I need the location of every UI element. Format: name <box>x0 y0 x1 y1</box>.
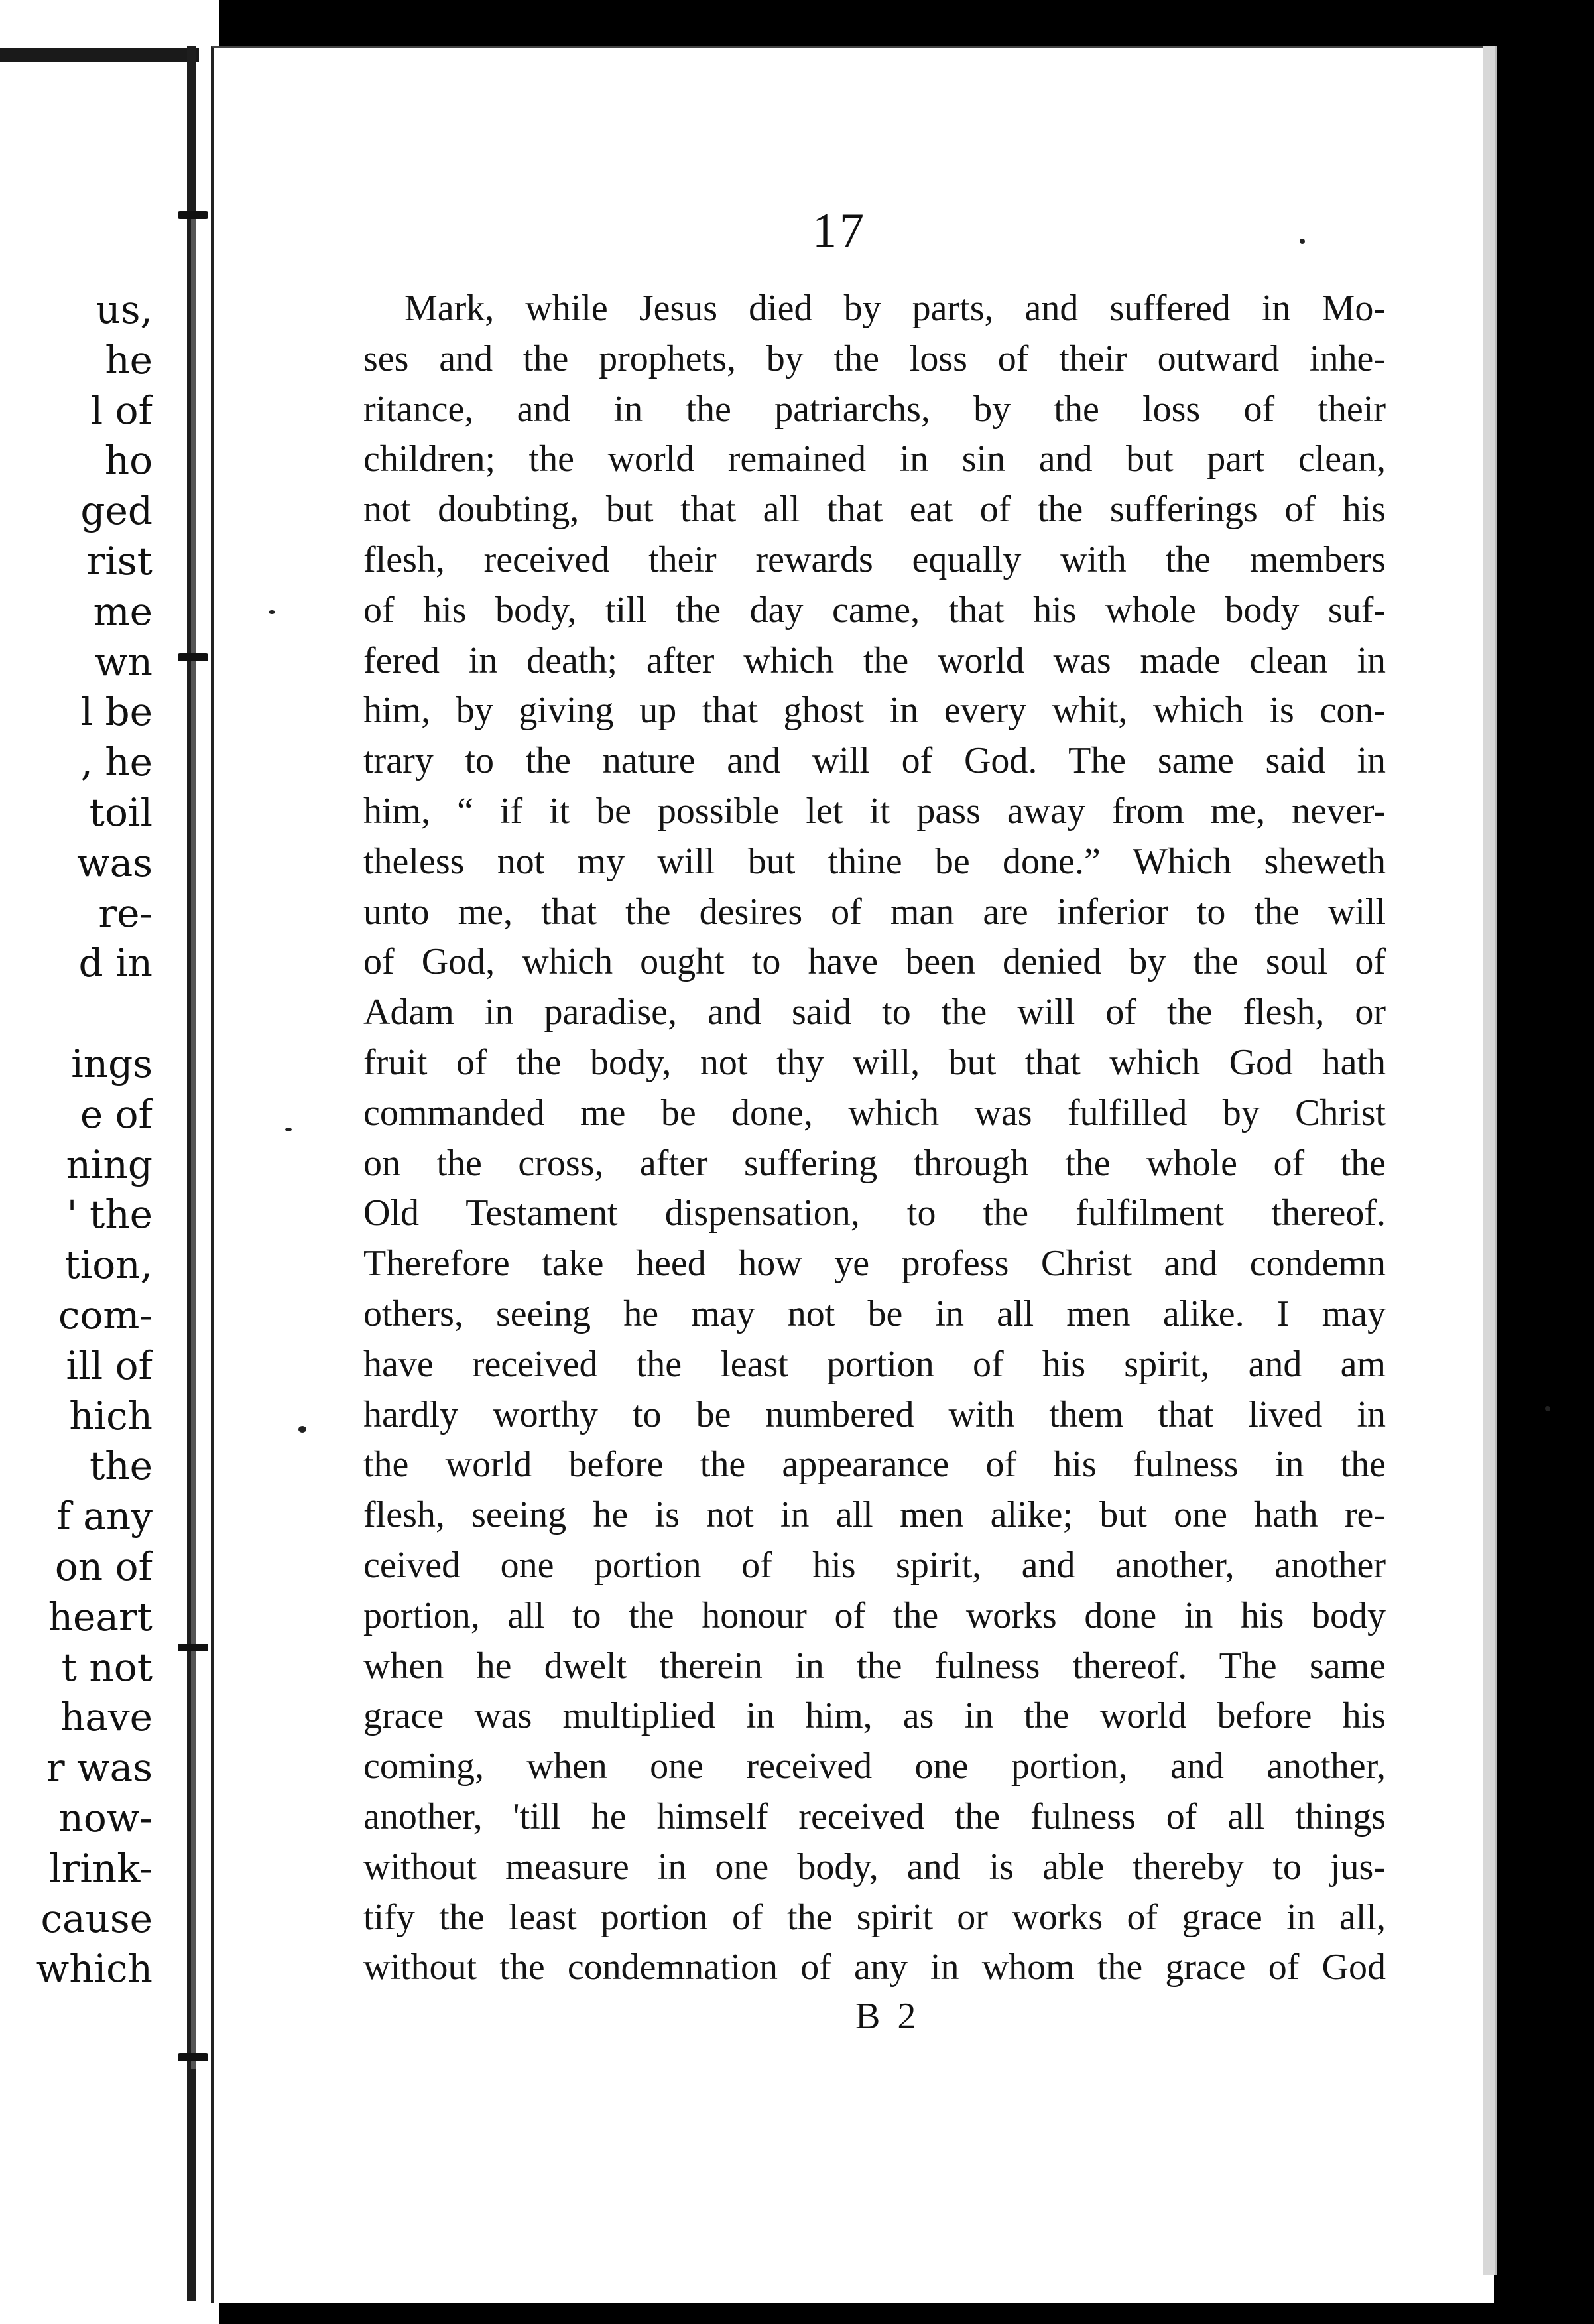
text-line: of God, which ought to have been denied by the soul of <box>363 941 1386 983</box>
left-fragment: hich <box>69 1393 153 1439</box>
left-fragment: lrink- <box>49 1845 153 1891</box>
text-line: tify the least portion of the spirit or works of grace in all, <box>363 1896 1386 1938</box>
left-fragment: l of <box>90 387 153 433</box>
binding-stitch <box>178 211 208 219</box>
text-line: portion, all to the honour of the works done in his body <box>363 1594 1386 1636</box>
text-line: coming, when one received one portion, and another, <box>363 1746 1386 1787</box>
left-fragment: , he <box>80 740 153 785</box>
left-fragment: ning <box>66 1141 153 1187</box>
left-fragment: e of <box>80 1091 153 1137</box>
signature-mark: B 2 <box>855 1996 920 2037</box>
text-line: flesh, seeing he is not in all men alike; but one hath re- <box>363 1494 1386 1536</box>
body-text <box>363 284 1386 1993</box>
left-fragment: he <box>105 337 153 383</box>
text-line: theless not my will but thine be done.” Which sheweth <box>363 840 1386 882</box>
text-line: grace was multiplied in him, as in the world before his <box>363 1695 1386 1737</box>
scan-speck <box>298 1426 306 1433</box>
text-line: fruit of the body, not thy will, but that which God hath <box>363 1041 1386 1083</box>
left-fragment: t not <box>61 1644 153 1690</box>
text-line: children; the world remained in sin and but part clean, <box>363 438 1386 480</box>
left-fragment: l be <box>80 689 153 735</box>
left-fragment: wn <box>95 639 153 684</box>
left-facing-page <box>0 0 219 2324</box>
left-fragment: me <box>93 588 153 634</box>
left-fragment: ings <box>71 1041 153 1086</box>
left-fragment: which <box>36 1946 153 1992</box>
text-line: fered in death; after which the world was made clean in <box>363 639 1386 681</box>
left-fragment: ill of <box>66 1342 153 1388</box>
page-number: 17 <box>812 204 867 258</box>
binding-thread <box>191 212 196 2069</box>
text-line: Therefore take heed how ye profess Christ and condemn <box>363 1243 1386 1285</box>
page-edge <box>1483 46 1497 2275</box>
text-line: another, 'till he himself received the fulness of all things <box>363 1795 1386 1837</box>
text-line: him, by giving up that ghost in every whit, which is con- <box>363 690 1386 732</box>
left-fragment: ' the <box>66 1192 153 1238</box>
text-line: hardly worthy to be numbered with them that lived in <box>363 1393 1386 1435</box>
left-fragment: cause <box>40 1896 153 1941</box>
text-line: others, seeing he may not be in all men alike. I may <box>363 1293 1386 1334</box>
scan-speck <box>269 610 275 614</box>
text-line: ritance, and in the patriarchs, by the loss of their <box>363 388 1386 430</box>
left-page-text-fragments <box>0 285 153 1994</box>
left-fragment: have <box>60 1695 153 1740</box>
text-line: ceived one portion of his spirit, and another, another <box>363 1544 1386 1586</box>
left-fragment: now- <box>58 1795 153 1840</box>
text-line: have received the least portion of his spirit, and am <box>363 1343 1386 1385</box>
left-fragment: f any <box>56 1494 153 1539</box>
left-fragment: on of <box>54 1543 153 1589</box>
scan-speck <box>1300 239 1305 244</box>
text-line: when he dwelt therein in the fulness thereof. The same <box>363 1645 1386 1687</box>
text-line: Mark, while Jesus died by parts, and suffered in Mo- <box>404 288 1386 329</box>
text-line: on the cross, after suffering through the whole of the <box>363 1142 1386 1184</box>
left-fragment: us, <box>95 287 153 332</box>
left-fragment: r was <box>46 1745 153 1791</box>
left-fragment: d in <box>78 940 153 986</box>
binding-stitch <box>178 2053 208 2061</box>
text-line: Old Testament dispensation, to the fulfilment thereof. <box>363 1193 1386 1234</box>
text-line: of his body, till the day came, that his whole body suf- <box>363 589 1386 631</box>
left-fragment: re- <box>98 890 153 936</box>
text-line: commanded me be done, which was fulfilled by Christ <box>363 1092 1386 1133</box>
left-fragment: rist <box>86 538 153 584</box>
left-fragment: the <box>90 1443 153 1489</box>
scan-speck <box>1545 1406 1550 1411</box>
binding-stitch <box>178 1644 208 1651</box>
left-fragment: tion, <box>64 1242 153 1288</box>
left-fragment: ged <box>80 488 153 534</box>
text-line: not doubting, but that all that eat of the sufferings of his <box>363 489 1386 531</box>
scan-speck <box>285 1128 292 1131</box>
left-fragment: com- <box>58 1292 153 1338</box>
binding-stitch <box>178 653 208 661</box>
text-line: without measure in one body, and is able thereby to jus- <box>363 1846 1386 1888</box>
left-fragment: was <box>77 840 153 885</box>
text-line: trary to the nature and will of God. The same said in <box>363 740 1386 782</box>
text-line: without the condemnation of any in whom the grace of God <box>363 1947 1386 1988</box>
left-fragment: ho <box>104 438 153 484</box>
text-line: Adam in paradise, and said to the will of the flesh, or <box>363 992 1386 1033</box>
left-fragment: heart <box>48 1594 153 1640</box>
left-page-top-edge <box>0 48 199 62</box>
text-line: the world before the appearance of his fulness in the <box>363 1444 1386 1486</box>
text-line: him, “ if it be possible let it pass away from me, never- <box>363 790 1386 832</box>
text-line: flesh, received their rewards equally with the members <box>363 539 1386 580</box>
text-line: unto me, that the desires of man are inferior to the will <box>363 891 1386 933</box>
text-line: ses and the prophets, by the loss of their outward inhe- <box>363 338 1386 379</box>
left-fragment: toil <box>89 789 153 835</box>
